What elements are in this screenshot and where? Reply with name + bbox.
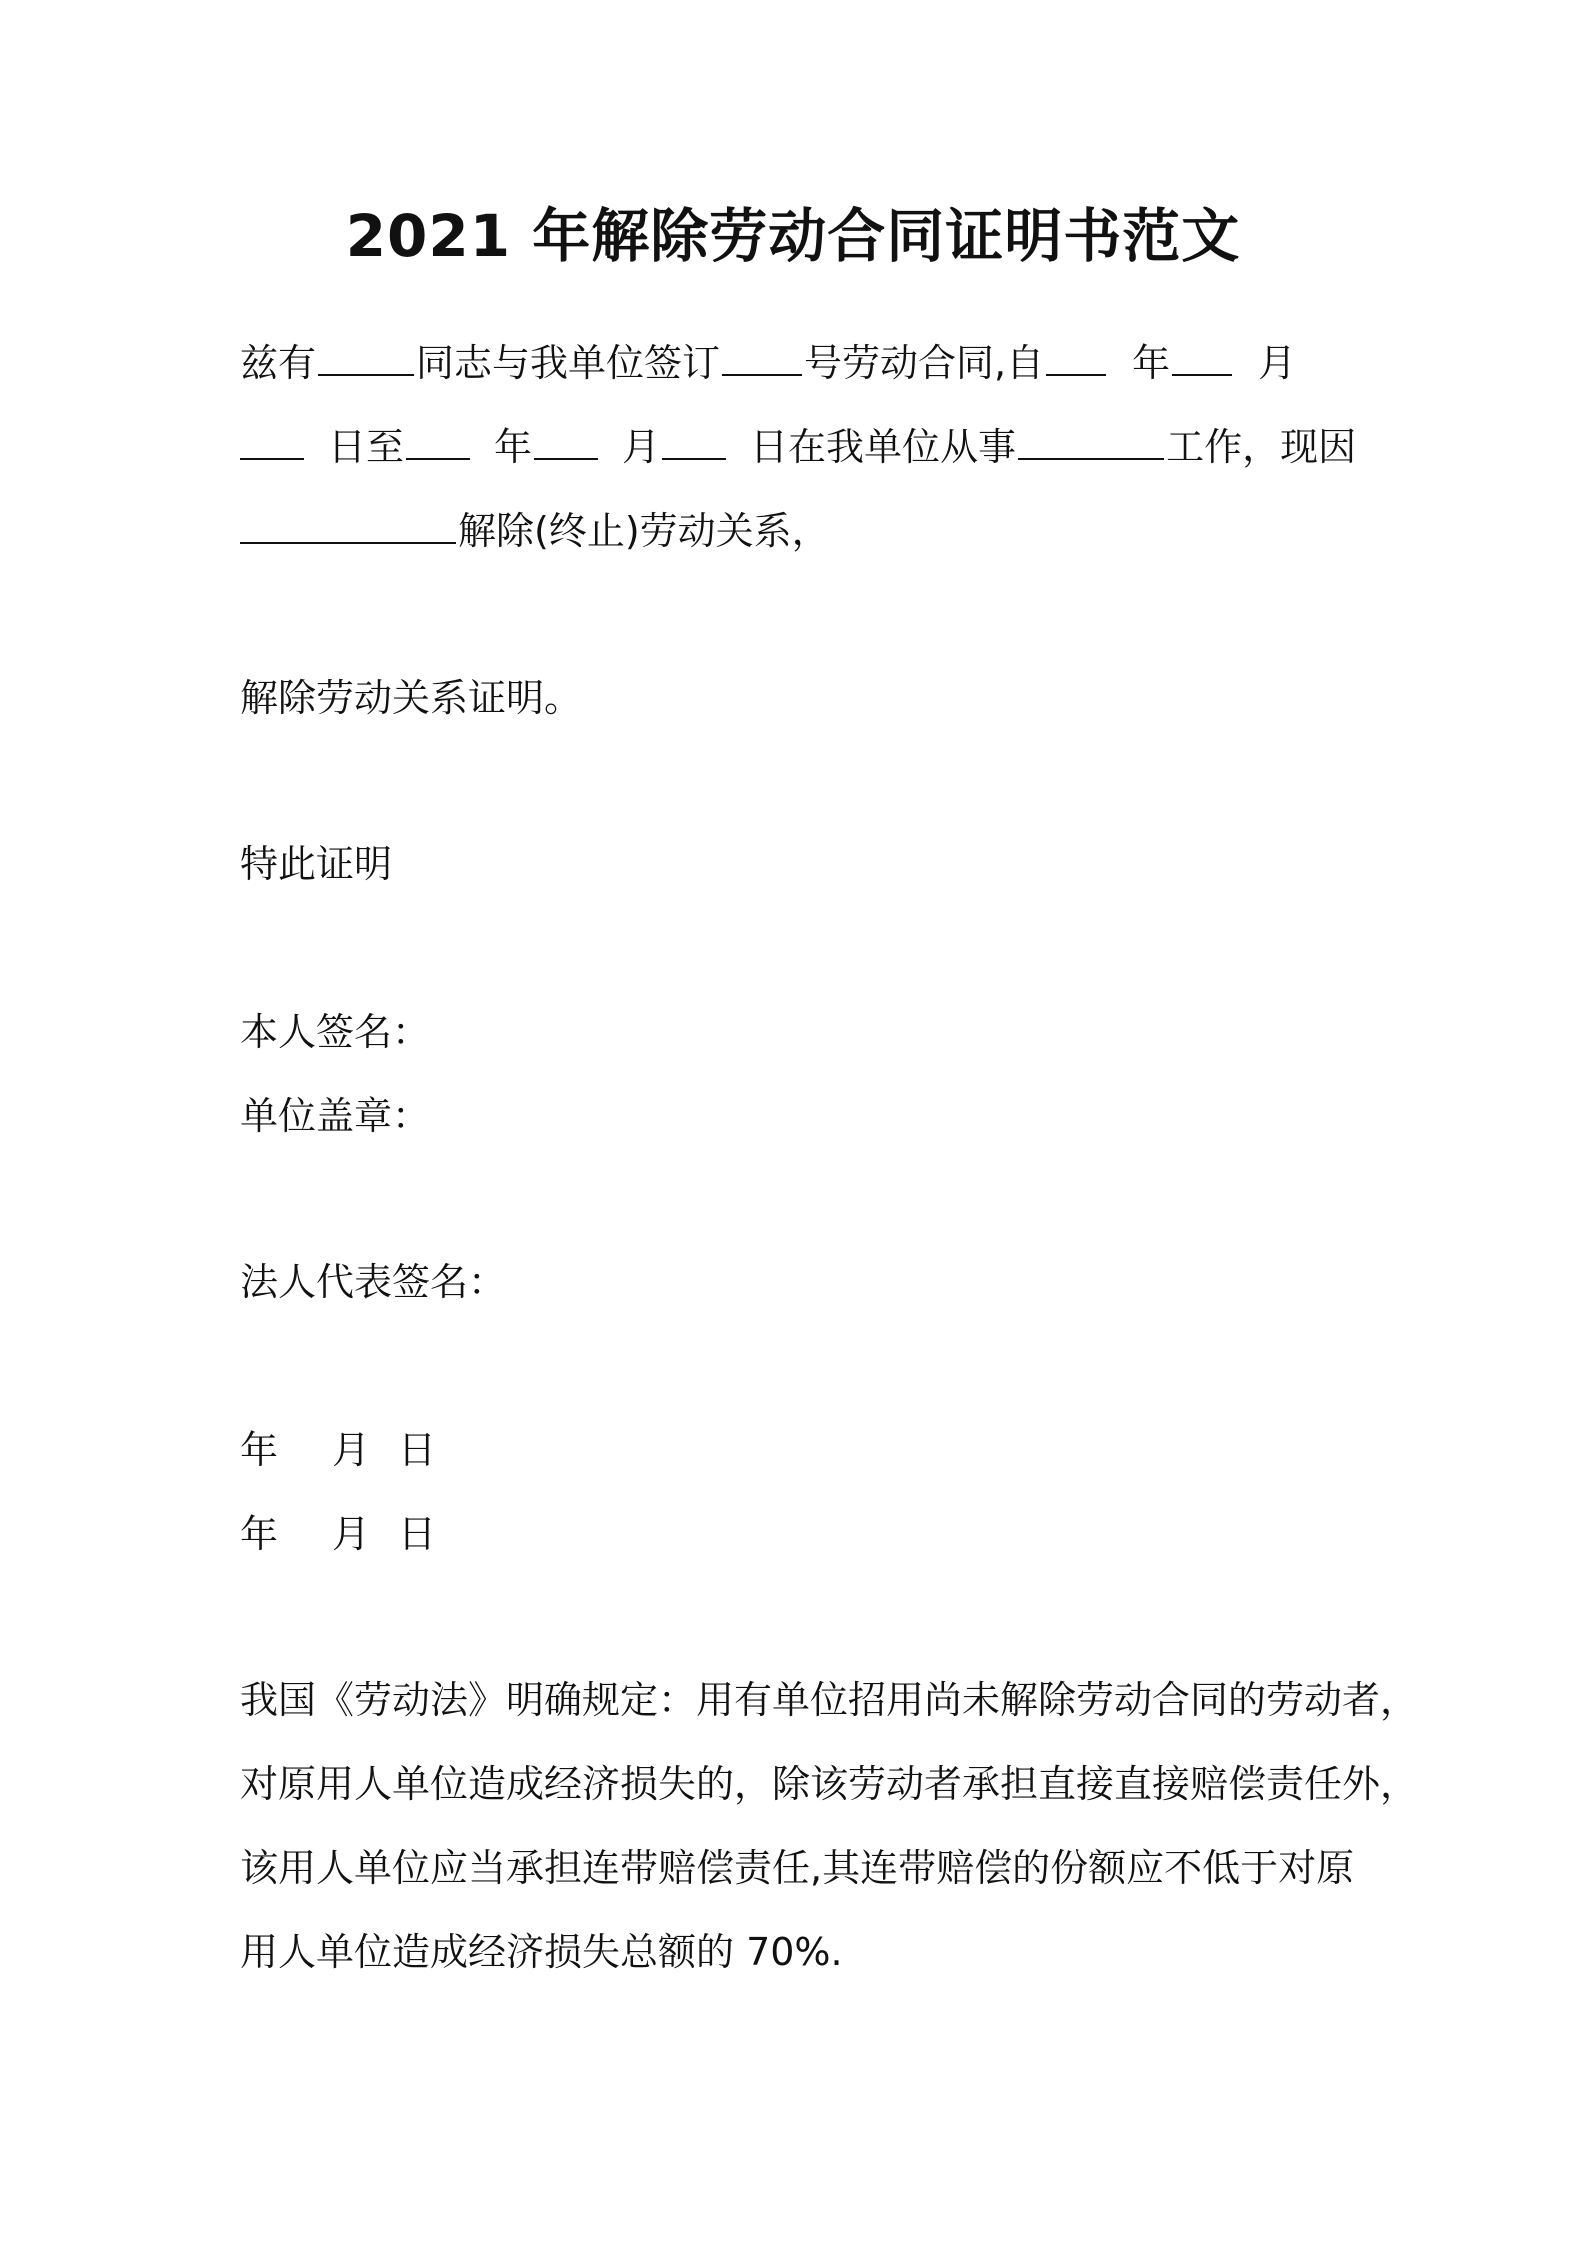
note-line-1: 我国《劳动法》明确规定：用有单位招用尚未解除劳动合同的劳动者，: [240, 1678, 1419, 1722]
note-line-2: 对原用人单位造成经济损失的，除该劳动者承担直接直接赔偿责任外，: [240, 1762, 1419, 1806]
note-line-4: 用人单位造成经济损失总额的 70%.: [240, 1930, 843, 1974]
fill-blank-reason[interactable]: [240, 504, 456, 544]
text: 月: [1258, 341, 1297, 385]
fill-blank-end-month[interactable]: [534, 420, 598, 460]
text: 月: [622, 425, 661, 469]
date-line-1: [240, 1424, 436, 1476]
document-title: 2021 年解除劳动合同证明书范文: [345, 202, 1241, 270]
fill-blank-contract-no[interactable]: [722, 336, 802, 376]
fill-blank-end-year[interactable]: [406, 420, 470, 460]
note-line-3: 该用人单位应当承担连带赔偿责任,其连带赔偿的份额应不低于对原: [240, 1846, 1355, 1890]
text: 号劳动合同,自: [804, 341, 1045, 385]
fill-blank-start-day[interactable]: [240, 420, 304, 460]
text: 工作，现因: [1166, 425, 1357, 469]
text: 同志与我单位签订: [416, 341, 721, 385]
hereby-certify: 特此证明: [240, 842, 393, 886]
date-line-2: [240, 1508, 436, 1560]
text: 年: [494, 425, 533, 469]
certify-line: 解除劳动关系证明。: [240, 676, 583, 720]
text: 日至: [328, 425, 405, 469]
body-line-1: [240, 336, 1296, 389]
text: 解除(终止)劳动关系，: [458, 509, 830, 553]
month-label: 月: [332, 1428, 371, 1472]
fill-blank-job[interactable]: [1018, 420, 1164, 460]
year-label: 年: [240, 1512, 279, 1556]
text: 年: [1132, 341, 1171, 385]
body-line-2: [240, 420, 1356, 473]
day-label: 日: [398, 1428, 437, 1472]
unit-seal-label: 单位盖章：: [240, 1094, 431, 1138]
fill-blank-start-year[interactable]: [1046, 336, 1106, 376]
year-label: 年: [240, 1428, 279, 1472]
month-label: 月: [332, 1512, 371, 1556]
fill-blank-name[interactable]: [318, 336, 414, 376]
day-label: 日: [398, 1512, 437, 1556]
fill-blank-end-day[interactable]: [662, 420, 726, 460]
text: 日在我单位从事: [750, 425, 1017, 469]
body-line-3: [240, 504, 830, 557]
fill-blank-start-month[interactable]: [1172, 336, 1232, 376]
person-signature-label: 本人签名：: [240, 1010, 431, 1054]
text: 兹有: [240, 341, 317, 385]
legal-rep-signature-label: 法人代表签名：: [240, 1260, 507, 1304]
